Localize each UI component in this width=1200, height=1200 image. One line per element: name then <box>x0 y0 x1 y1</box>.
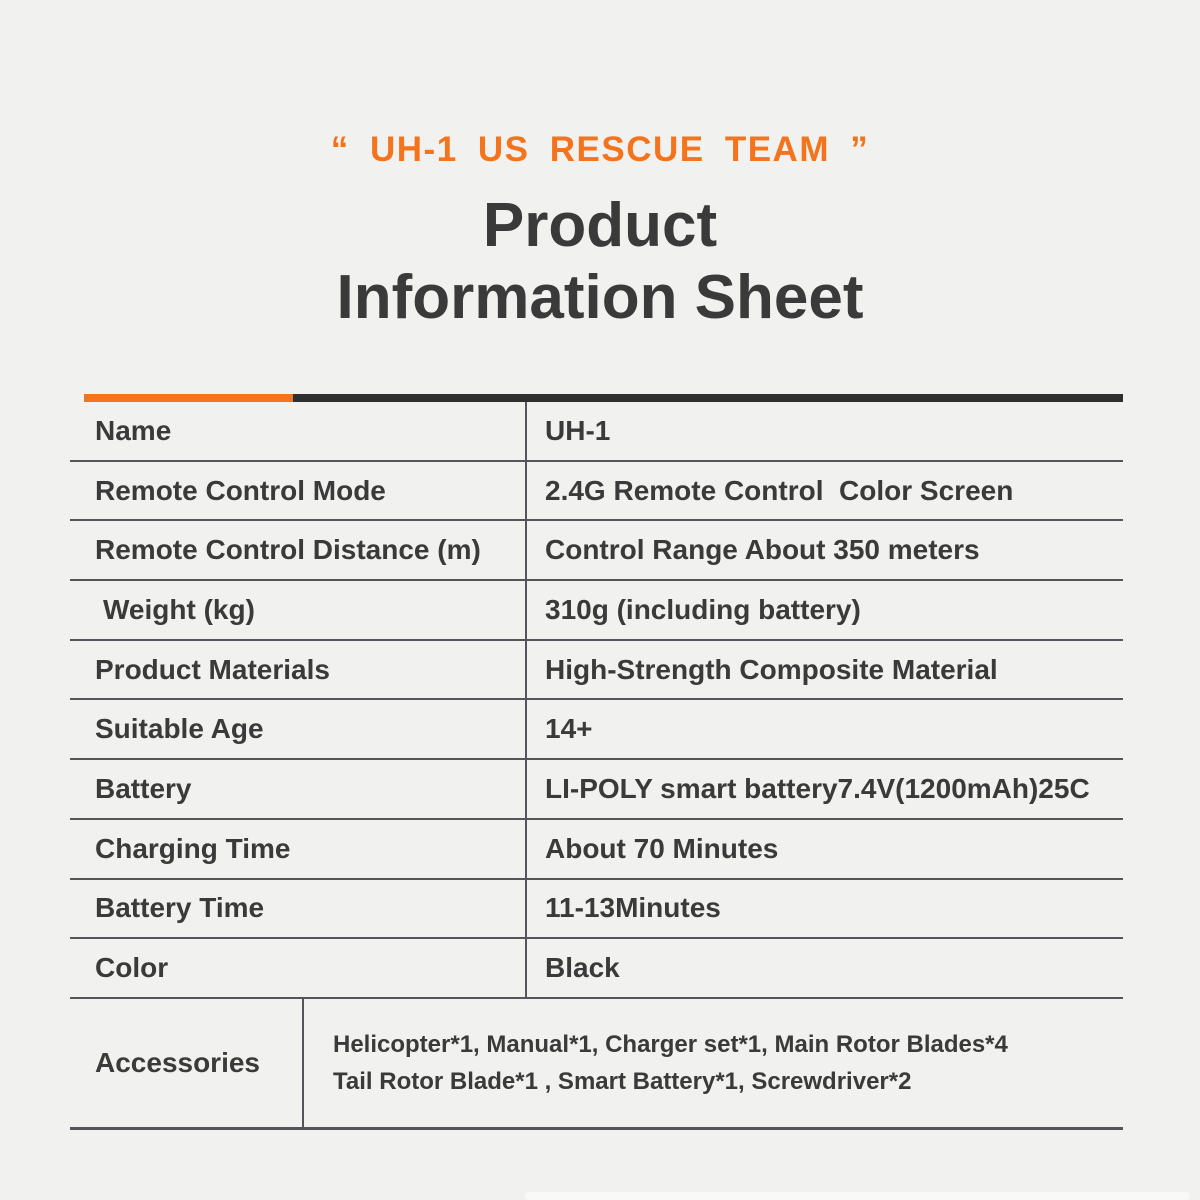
spec-value: 310g (including battery) <box>525 581 1123 639</box>
table-row <box>70 641 1123 701</box>
accessories-label: Accessories <box>95 1046 261 1078</box>
table-row <box>70 700 1123 760</box>
header-divider-accent <box>84 394 293 402</box>
spec-label: Charging Time <box>95 832 291 864</box>
spec-label: Remote Control Distance (m) <box>95 534 481 566</box>
spec-label: Remote Control Mode <box>95 474 386 506</box>
accessories-row <box>70 999 1123 1130</box>
spec-label: Weight (kg) <box>103 593 255 625</box>
spec-rows <box>70 402 1123 999</box>
accessories-line-1: Helicopter*1, Manual*1, Charger set*1, Main Rotor Blades*4 <box>333 1030 1008 1058</box>
spec-label: Name <box>95 414 172 446</box>
table-row <box>70 521 1123 581</box>
spec-value: UH-1 <box>525 402 1123 460</box>
page-title-line2: Information Sheet <box>336 263 864 332</box>
table-row <box>70 402 1123 462</box>
spec-label: Battery Time <box>95 892 265 924</box>
spec-value: 2.4G Remote Control Color Screen <box>525 462 1123 520</box>
product-tagline: “ UH-1 US RESCUE TEAM ” <box>330 130 870 169</box>
table-row <box>70 880 1123 940</box>
header-divider-bar <box>84 394 1123 402</box>
spec-value: 14+ <box>525 700 1123 758</box>
spec-label: Color <box>95 952 169 984</box>
spec-value: 11-13Minutes <box>525 880 1123 938</box>
spec-table <box>70 402 1123 1130</box>
table-row <box>70 760 1123 820</box>
accessories-line-2: Tail Rotor Blade*1 , Smart Battery*1, Screwdriver*2 <box>333 1067 912 1095</box>
spec-label: Battery <box>95 772 192 804</box>
table-row <box>70 581 1123 641</box>
table-row <box>70 462 1123 522</box>
spec-value: High-Strength Composite Material <box>525 641 1123 699</box>
spec-value: Control Range About 350 meters <box>525 521 1123 579</box>
page-title <box>0 190 1200 334</box>
table-row <box>70 820 1123 880</box>
spec-label: Product Materials <box>95 653 330 685</box>
spec-value: Black <box>525 939 1123 997</box>
spec-label: Suitable Age <box>95 713 264 745</box>
page-title-line1: Product <box>482 191 718 260</box>
accessories-value <box>302 999 1123 1127</box>
spec-value: LI-POLY smart battery7.4V(1200mAh)25C <box>525 760 1123 818</box>
table-row <box>70 939 1123 999</box>
page-edge-highlight <box>525 1192 1190 1200</box>
spec-value: About 70 Minutes <box>525 820 1123 878</box>
